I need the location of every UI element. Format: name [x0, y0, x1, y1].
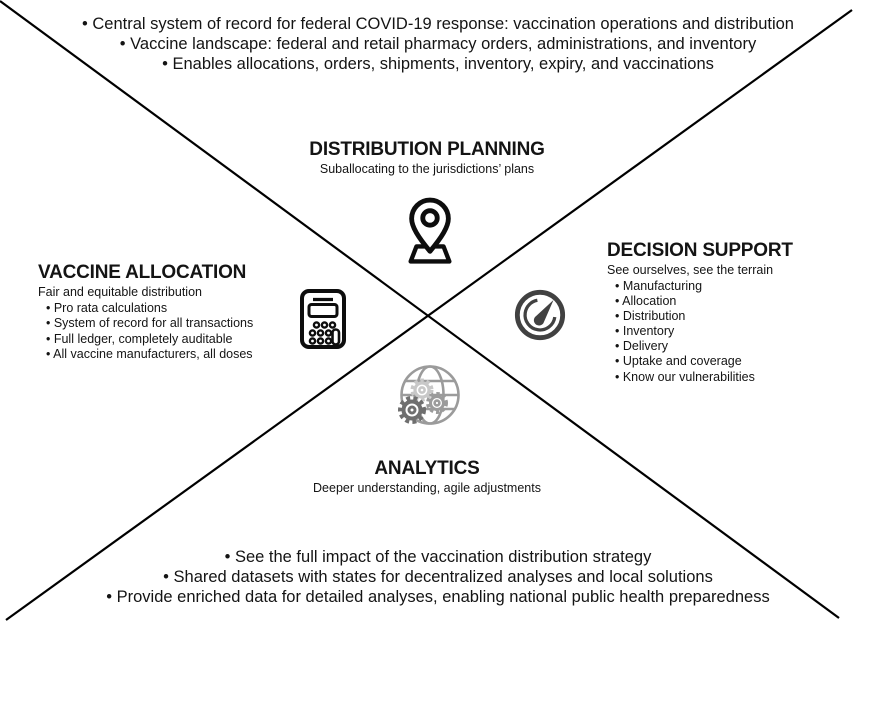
section-subtitle: Suballocating to the jurisdictions’ plans: [319, 162, 535, 176]
section-title: DISTRIBUTION PLANNING: [309, 139, 545, 160]
bullet-item: • Provide enriched data for detailed analyses, enabling national public health preparedness: [106, 588, 770, 606]
bullet-item: • Allocation: [615, 294, 677, 309]
bullet-item: • Pro rata calculations: [46, 301, 168, 315]
section-subtitle: See ourselves, see the terrain: [607, 263, 774, 277]
globe-gears-icon: [394, 360, 462, 432]
map-pin-icon: [401, 196, 459, 266]
section-title: ANALYTICS: [374, 458, 480, 479]
bullet-item: • See the full impact of the vaccination distribution strategy: [224, 548, 652, 566]
top-summary: [0, 14, 876, 74]
bullet-item: • Central system of record for federal COVID-19 response: vaccination operations and distribution: [82, 15, 794, 33]
section-title: DECISION SUPPORT: [607, 240, 793, 261]
section-vaccine-allocation: [38, 262, 253, 363]
section-bullet-list: [607, 279, 793, 385]
bullet-item: • Delivery: [615, 339, 668, 354]
section-bullet-list: [38, 301, 253, 363]
bullet-item: • Know our vulnerabilities: [615, 369, 755, 384]
bullet-item: • Inventory: [615, 324, 675, 339]
section-decision-support: [607, 240, 793, 385]
bullet-item: • System of record for all transactions: [46, 316, 254, 331]
bullet-item: • Distribution: [615, 309, 686, 324]
bullet-item: • Uptake and coverage: [615, 354, 742, 369]
section-analytics: [313, 458, 541, 496]
bullet-item: • Enables allocations, orders, shipments, inventory, expiry, and vaccinations: [162, 55, 714, 73]
gauge-icon: [513, 287, 567, 343]
section-title: VACCINE ALLOCATION: [38, 262, 247, 283]
section-subtitle: Fair and equitable distribution: [38, 285, 202, 299]
bullet-item: • All vaccine manufacturers, all doses: [46, 347, 253, 362]
bullet-item: • Shared datasets with states for decentralized analyses and local solutions: [163, 568, 713, 586]
section-distribution-planning: [309, 139, 544, 177]
bullet-item: • Full ledger, completely auditable: [46, 331, 233, 346]
bottom-summary: [0, 547, 876, 607]
section-subtitle: Deeper understanding, agile adjustments: [313, 481, 541, 495]
gear-dark: [401, 399, 423, 421]
bullet-item: • Manufacturing: [615, 279, 703, 293]
calculator-icon: [299, 288, 347, 350]
bullet-item: • Vaccine landscape: federal and retail pharmacy orders, administrations, and inventory: [119, 35, 757, 53]
